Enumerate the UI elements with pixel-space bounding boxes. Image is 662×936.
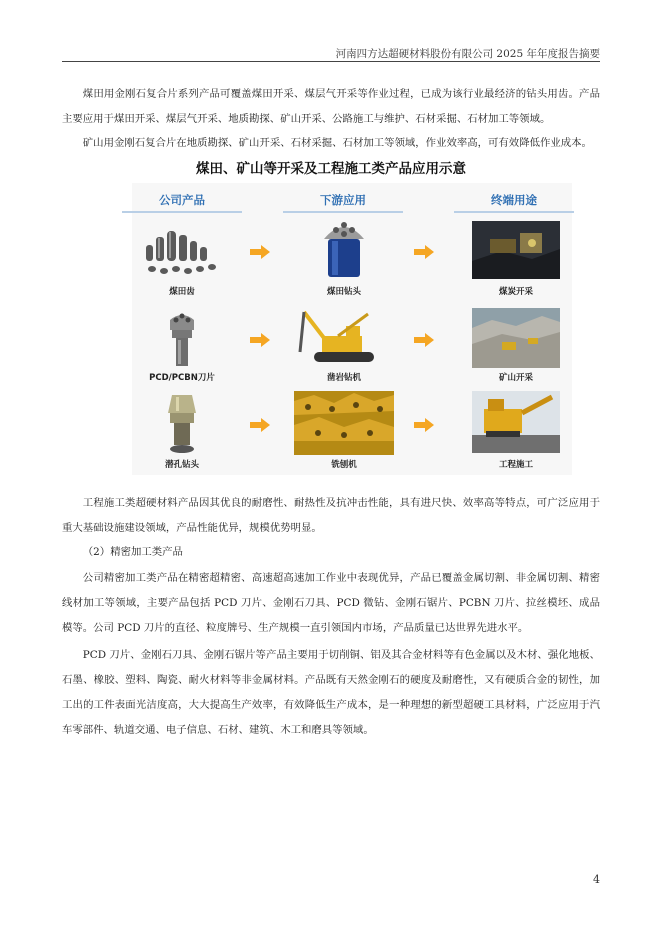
row2-product-label: PCD/PCBN刀片	[149, 373, 215, 383]
row1-end-use-label: 煤炭开采	[498, 287, 533, 297]
arrow-right-icon	[414, 245, 434, 259]
paragraph-precision-products: 公司精密加工类产品在精密超精密、高速超高速加工作业中表现优异，产品已覆盖金属切割、非金属切割、精密线材加工等领域，主要产品包括 PCD 刀片、金刚石刀具、PCD 微钻、金刚石锯片、PCBN 刀片、拉丝模坯、成品模等。公司 PCD 刀片的直径、粒度牌号、生产规模一直引领国内市场，产品质量已达世界先进水平。	[62, 572, 600, 634]
column-heading-products: 公司产品	[159, 193, 205, 207]
row1-product-label: 煤田齿	[169, 287, 195, 297]
column-heading-end-use: 终端用途	[491, 193, 537, 207]
row2-downstream-label: 凿岩钻机	[326, 373, 361, 383]
row1-downstream-label: 煤田钻头	[326, 287, 361, 297]
pcd-pcbn-insert-image	[140, 308, 224, 370]
coal-teeth-image	[140, 223, 224, 279]
dth-bit-image	[140, 391, 224, 457]
page-number: 4	[593, 873, 600, 886]
application-diagram	[132, 183, 572, 475]
arrow-right-icon	[414, 333, 434, 347]
paragraph-construction-products: 工程施工类超硬材料产品因其优良的耐磨性、耐热性及抗冲击性能，具有进尺快、效率高等特点，可广泛应用于重大基础设施建设领域，产品性能优异，规模优势明显。	[62, 497, 600, 534]
heading-underline	[122, 211, 242, 213]
heading-underline	[454, 211, 574, 213]
mine-quarry-image	[472, 308, 560, 368]
row2-end-use-label: 矿山开采	[498, 373, 533, 383]
arrow-right-icon	[250, 418, 270, 432]
report-header-title: 河南四方达超硬材料股份有限公司 2025 年年度报告摘要	[335, 48, 600, 60]
paragraph-pcd-applications: PCD 刀片、金刚石刀具、金刚石锯片等产品主要用于切削铜、铝及其合金材料等有色金属以及木材、强化地板、石墨、橡胶、塑料、陶瓷、耐火材料等非金属材料。产品既有天然金刚石的硬度及耐磨性，又有硬质合金的韧性，加工出的工件表面光洁度高，大大提高生产效率，有效降低生产成本，是一种理想的新型超硬工具材料，广泛应用于汽车零部件、轨道交通、电子信息、石材、建筑、木工和磨具等领域。	[62, 649, 600, 736]
header-divider	[62, 61, 600, 62]
milling-machine-drum-image	[294, 391, 394, 455]
figure-title: 煤田、矿山等开采及工程施工类产品应用示意	[196, 161, 466, 177]
arrow-right-icon	[250, 245, 270, 259]
column-heading-downstream: 下游应用	[320, 193, 366, 207]
row3-product-label: 潜孔钻头	[164, 460, 199, 470]
arrow-right-icon	[414, 418, 434, 432]
row3-end-use-label: 工程施工	[498, 460, 533, 470]
paragraph-coal-pdc: 煤田用金刚石复合片系列产品可覆盖煤田开采、煤层气开采等作业过程，已成为该行业最经济的钻头用齿。产品主要应用于煤田开采、煤层气开采、地质勘探、矿山开采、公路施工与维护、石材采掘、石材加工等领域。	[62, 88, 600, 125]
rock-drill-rig-image	[294, 308, 394, 370]
section-heading-precision-products: （2）精密加工类产品	[82, 546, 183, 558]
paragraph-mining-pdc: 矿山用金刚石复合片在地质勘探、矿山开采、石材采掘、石材加工等领域，作业效率高，可有效降低作业成本。	[82, 137, 592, 149]
road-construction-image	[472, 391, 560, 453]
arrow-right-icon	[250, 333, 270, 347]
coal-drill-bit-image	[302, 213, 386, 283]
coal-mining-image	[472, 221, 560, 279]
row3-downstream-label: 铣刨机	[331, 460, 357, 470]
